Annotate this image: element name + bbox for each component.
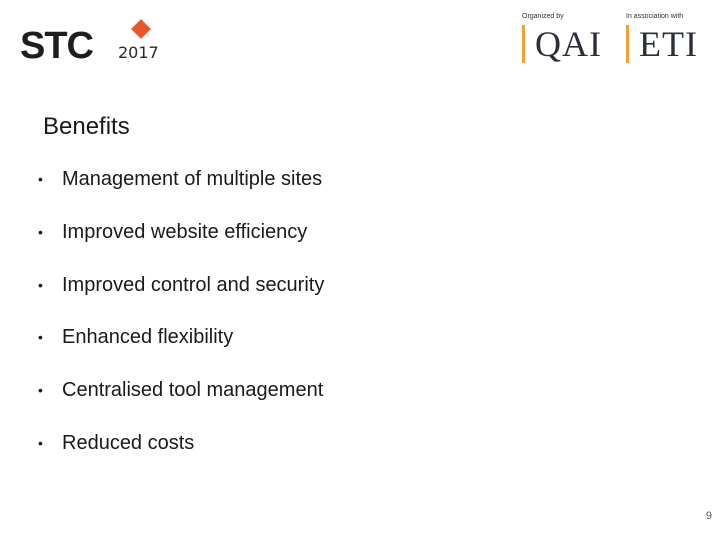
list-item (38, 377, 324, 403)
stc-2017-logo (20, 18, 180, 68)
association-caption: In association with (626, 13, 684, 20)
qai-logo (522, 12, 602, 63)
list-item (38, 219, 324, 245)
list-item (38, 166, 324, 192)
organized-by-caption: Organized by (522, 13, 564, 20)
qai-logo-row (522, 25, 602, 63)
eti-logo-text: ETI (639, 24, 698, 64)
list-item (38, 272, 324, 298)
list-item-text: Improved control and security (62, 273, 325, 296)
eti-logo-bar (626, 25, 629, 63)
qai-logo-bar (522, 25, 525, 63)
stc-logo-text: STC (20, 25, 93, 67)
eti-logo-row (626, 25, 698, 63)
list-item-text: Management of multiple sites (62, 168, 323, 190)
bullet-icon: • (38, 223, 43, 240)
list-item-text: Improved website efficiency (62, 220, 308, 243)
diamond-icon (131, 19, 151, 39)
stc-logo-year: 2017 (118, 43, 159, 62)
list-item (38, 324, 324, 350)
benefits-list (38, 166, 324, 483)
slide-title: Benefits (43, 113, 130, 140)
eti-logo (626, 12, 698, 63)
qai-logo-text: QAI (535, 24, 602, 64)
bullet-icon: • (38, 171, 43, 187)
bullet-icon: • (38, 382, 43, 399)
list-item-text: Centralised tool management (62, 379, 324, 402)
page-number: 9 (705, 510, 712, 522)
list-item-text: Enhanced flexibility (62, 326, 234, 349)
list-item (38, 430, 324, 456)
bullet-icon: • (38, 276, 43, 293)
bullet-icon: • (38, 434, 43, 451)
list-item-text: Reduced costs (62, 431, 195, 454)
bullet-icon: • (38, 329, 43, 346)
